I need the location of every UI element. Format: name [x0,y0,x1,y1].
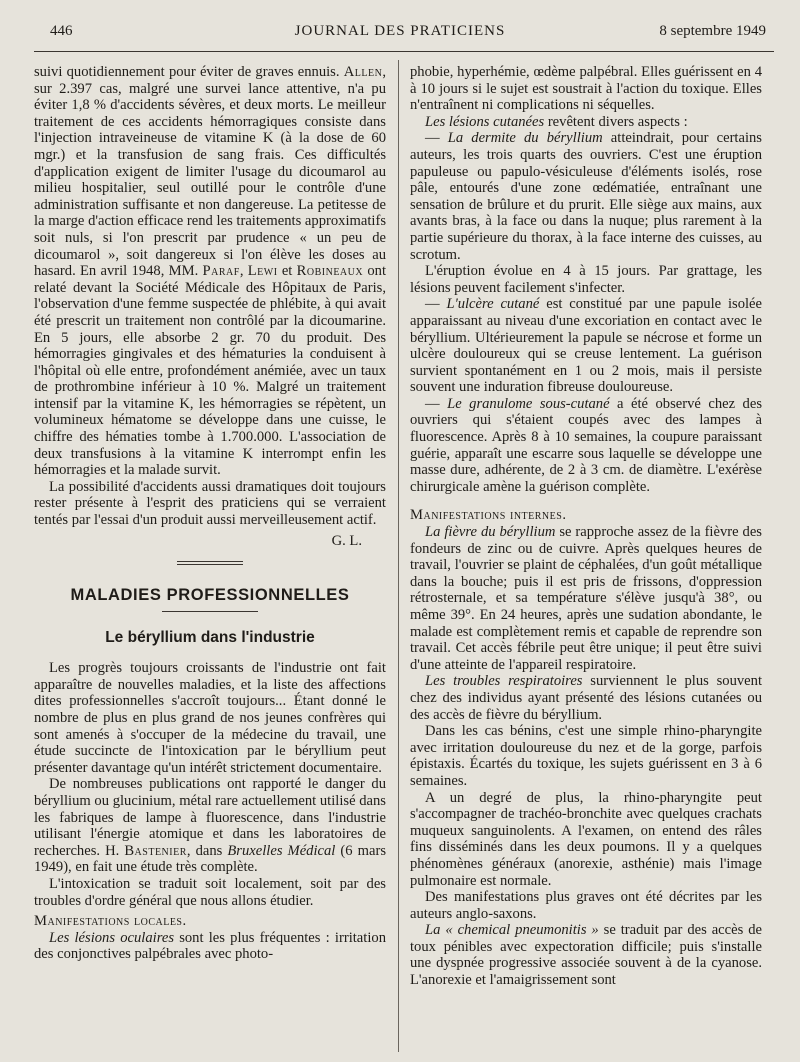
paragraph: — L'ulcère cutané est constitué par une papule isolée apparaissant au niveau d'une excoriation en contact avec le béryllium. Ultérieurement la papule se nécrose et forme un ulcère douloureux qui se creuse lentement. La guérison survient spontanément en 1 ou 2 mois, mais il persiste souvent une induration fibreuse douloureuse. [410,296,763,396]
paragraph: La « chemical pneumonitis » se traduit par des accès de toux pénibles avec expectoration difficile; puis s'installe une dyspnée progressive associée souvent à de la cyanose. L'anorexie et l'amaigrissement sont [410,922,762,989]
paragraph: — Le granulome sous-cutané a été observé chez des ouvriers qui s'étaient coupés avec des lampes à fluorescence. Après 8 à 10 semaines, la coupure paraissant guérie, apparaît une escarre sous laquelle se développe une masse dure, adhérente, de 2 à 3 cm. de diamètre. L'exérèse chirurgicale amène la guérison complète. [410,395,763,495]
subheading-local: Manifestations locales. [34,913,187,930]
signature: G. L. [331,532,362,549]
journal-title: JOURNAL DES PRATICIENS [294,23,506,39]
paragraph: L'intoxication se traduit soit localement, soit par des troubles d'ordre général que nous allons étudier. [34,875,386,909]
author-name: Allen [343,64,383,80]
paragraph: Les troubles respiratoires surviennent le plus souvent chez des individus ayant présenté des lésions cutanées ou des accès de fièvre du béryllium. [410,673,762,723]
author-name: Bastenier [124,842,187,859]
author-name: Robineaux [296,263,364,280]
author-name: Paraf [202,263,240,280]
paragraph: Les lésions cutanées revêtent divers aspects : [425,113,688,130]
journal-reference: Bruxelles Médical [227,842,336,859]
paragraph: De nombreuses publications ont rapporté le danger du béryllium ou glucinium, métal rare actuellement utilisé dans les fabriques de lampe à fluorescence, dans l'industrie utilisant l'énergie atomique et dans les laboratoires de recherches. H. Bastenier, dans Bruxelles Médical (6 mars 1949), en fait une étude très complète. [34,776,386,876]
article-title: Le béryllium dans l'industrie [105,629,315,647]
column-divider [398,60,399,1052]
paragraph: Les lésions oculaires sont les plus fréquentes : irritation des conjonctives palpébrales avec photo- [34,929,386,963]
left-column [34,64,386,963]
paragraph: phobie, hyperhémie, œdème palpébral. Elles guérissent en 4 à 10 jours si le sujet est soustrait à l'action du toxique. Elles n'entraînent ni complications ni séquelles. [410,64,762,114]
issue-date: 8 septembre 1949 [659,23,766,39]
section-rule [162,611,258,612]
paragraph: — La dermite du béryllium atteindrait, pour certains auteurs, les trois quarts des ouvriers. C'est une éruption papuleuse ou papulo-vésiculeuse d'éléments isolés, rose pâle, entourés d'une zone œdématiée, entraînant une sensation de brûlure et du prurit. Elle siège aux mains, aux avants bras, à la face ou dans la nuque; plus rarement à la partie supérieure du thorax, à la face interne des cuisses, au scrotum. [410,130,762,263]
page-number: 446 [50,23,73,39]
section-divider [177,561,243,565]
paragraph: A un degré de plus, la rhino-pharyngite peut s'accompagner de trachéo-bronchite avec quelques crachats muqueux sanguinolents. A l'examen, on entend des râles fins disséminés dans les deux poumons. Il y a quelques phénomènes généraux (anorexie, asthénie) mais l'image pulmonaire est normale. [410,789,762,889]
author-name: Lewi [247,263,278,280]
paragraph: suivi quotidiennement pour éviter de graves ennuis. Allen, sur 2.397 cas, malgré une survei lance attentive, n'a pu éviter 1,8 % d'accidents sévères, et deux morts. Le meilleur traitement de ces accidents hémorragiques consiste dans l'injection intraveineuse de vitamine K (à la dose de 60 mgr.) et la transfusion de sang frais. Ces difficultés d'application exigent de limiter l'usage du dicoumarol au milieu hospitalier, seul outillé pour le contrôle d'une administration suffisante et non dangereuse. La petitesse de la marge d'action efficace rend les traitements approximatifs soit nuls, si l'on prescrit par prudence « un peu de dicoumarol », soit dangereux si l'on élève les doses au hasard. En avril 1948, MM. Paraf, Lewi et Robineaux ont relaté devant la Société Médicale des Hôpitaux de Paris, l'observation d'une femme suspectée de phlébite, à qui avait été prescrit un traitement non contrôlé par la dicoumarine. En 5 jours, elle absorbe 2 gr. 70 du produit. Des hémorragies gingivales et des hématuries la conduisent à l'hôpital où elle entre, profondément anémiée, avec un taux de prothrombine inférieur à 10 %. Malgré un traitement intensif par la vitamine K, les hémorragies se répètent, un volumineux hématome se développe dans une cuisse, le chiffre des hématies tombe à 1.700.000. L'association de deux transfusions à la vitamine K interrompt enfin les hémorragies et la malade survit. [34,64,387,479]
section-title: MALADIES PROFESSIONNELLES [70,586,350,605]
paragraph: La fièvre du béryllium se rapproche assez de la fièvre des fondeurs de zinc ou de cuivre. Après quelques heures de travail, l'ouvrier se plaint de céphalées, d'un goût métallique dans la bouche; puis il est pris de frissons, d'oppression rétrosternale, et sa température s'élève jusqu'à 38°, ou même 39°. En 24 heures, après une sudation abondante, le malade est complètement remis et capable de reprendre son travail. Cet accès fébrile peut être unique; il peut être suivi d'une atteinte de l'appareil respiratoire. [410,524,762,673]
page-header [34,23,766,45]
right-column [410,64,762,989]
paragraph: La possibilité d'accidents aussi dramatiques doit toujours rester présente à l'esprit des praticiens qui se verraient tentés par l'essai d'un produit aussi merveilleusement actif. [34,478,386,529]
paragraph: Les progrès toujours croissants de l'industrie ont fait apparaître de nouvelles maladies, et la liste des affections dites professionnelles s'accroît toujours... Étant donné le nombre de plus en plus grand de nos jeunes confrères qui sont amenés à s'occuper de la médecine du travail, une étude succincte de l'intoxication par le béryllium peut présenter davantage qu'un intérêt strictement documentaire. [34,660,386,776]
header-rule [34,51,774,52]
paragraph: Des manifestations plus graves ont été décrites par les auteurs anglo-saxons. [410,889,762,922]
subheading-internal: Manifestations internes. [410,507,567,524]
paragraph: Dans les cas bénins, c'est une simple rhino-pharyngite avec irritation douloureuse du nez et de la gorge, parfois épistaxis. Écartés du toxique, les sujets guérissent en 3 à 6 semaines. [410,723,762,789]
paragraph: L'éruption évolue en 4 à 15 jours. Par grattage, les lésions peuvent facilement s'infecter. [410,263,762,296]
